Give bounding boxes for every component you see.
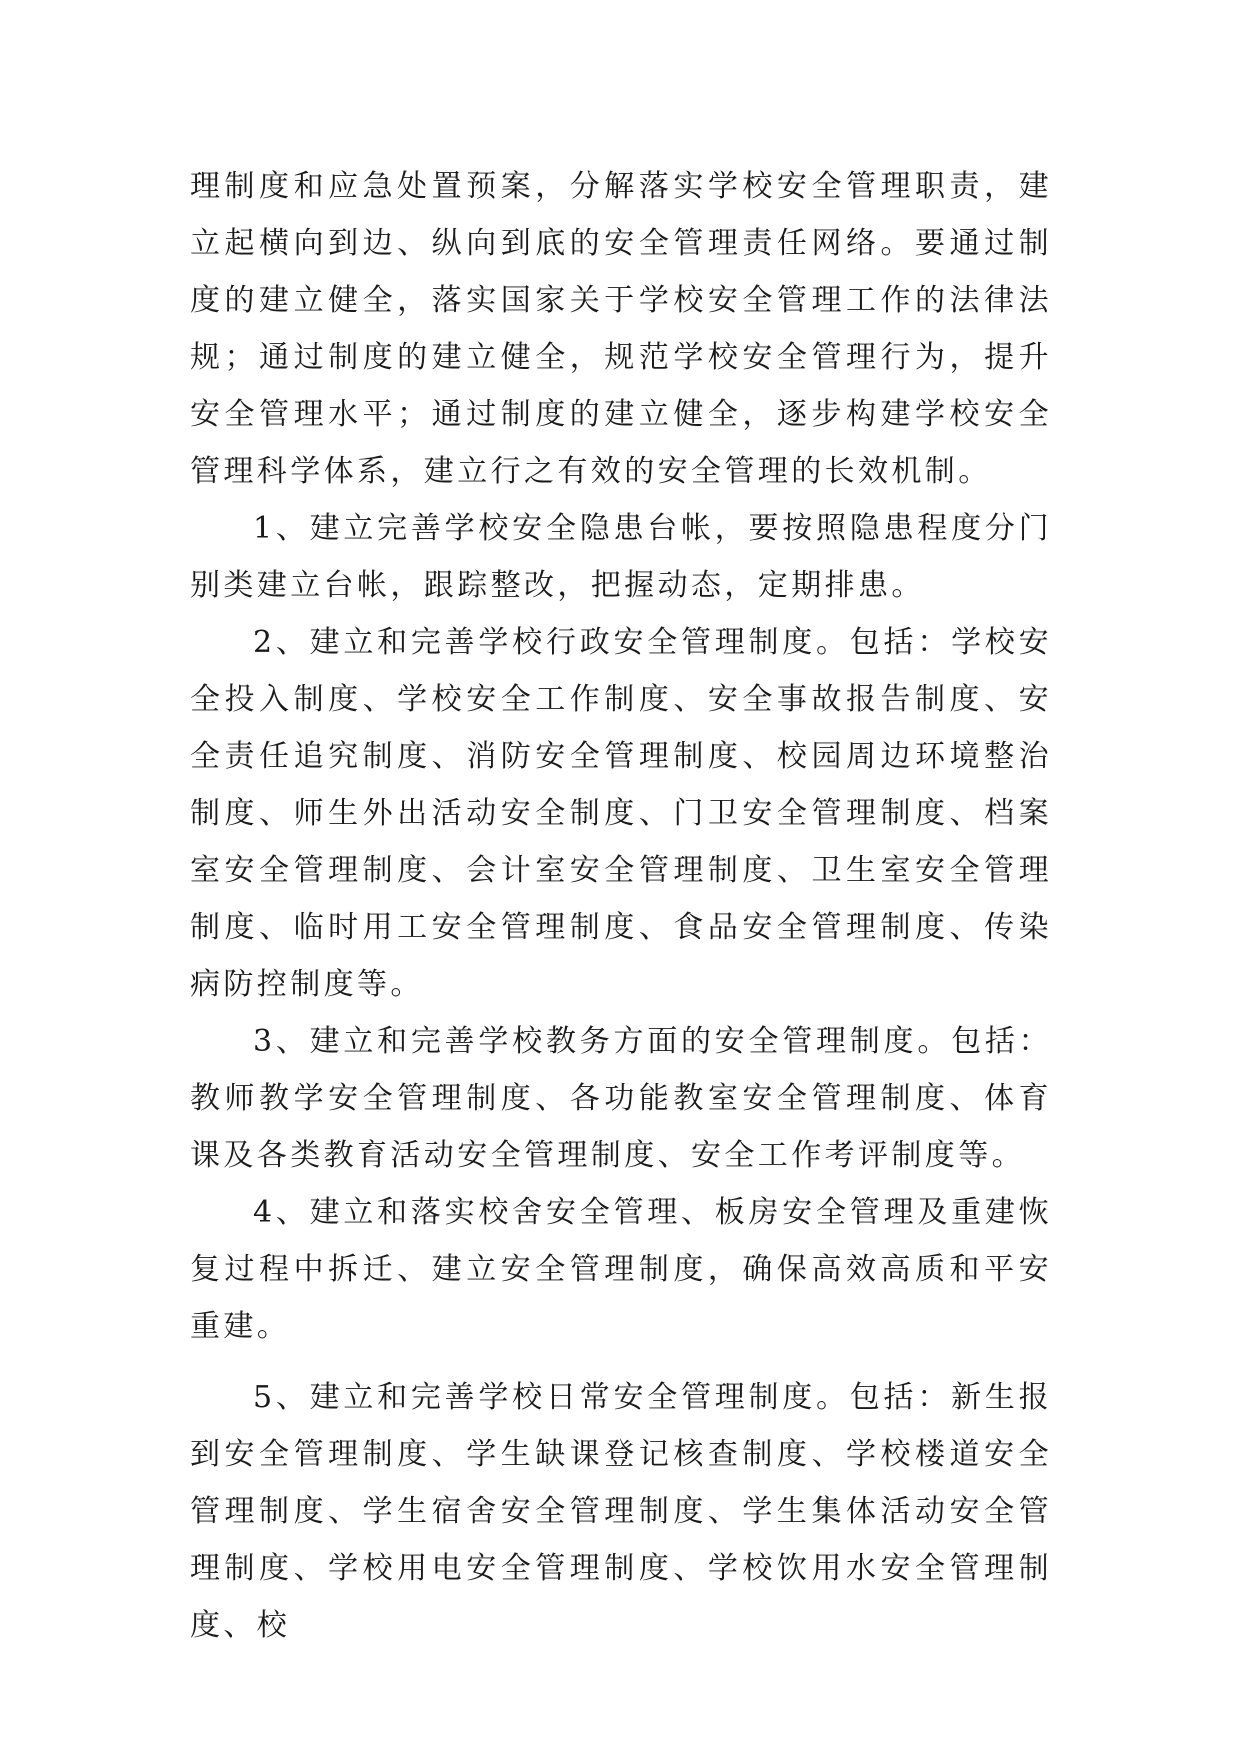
paragraph-item-2: 2、建立和完善学校行政安全管理制度。包括：学校安全投入制度、学校安全工作制度、安全事故报告制度、安全责任追究制度、消防安全管理制度、校园周边环境整治制度、师生外出活动安全制度、门卫安全管理制度、档案室安全管理制度、会计室安全管理制度、卫生室安全管理制度、临时用工安全管理制度、食品安全管理制度、传染病防控制度等。 <box>190 625 1052 1002</box>
document-body <box>190 158 1052 1654</box>
paragraph-item-4: 4、建立和落实校舍安全管理、板房安全管理及重建恢复过程中拆迁、建立安全管理制度，确保高效高质和平安重建。 <box>190 1195 1052 1344</box>
paragraph-item-3: 3、建立和完善学校教务方面的安全管理制度。包括：教师教学安全管理制度、各功能教室安全管理制度、体育课及各类教育活动安全管理制度、安全工作考评制度等。 <box>190 1024 1052 1173</box>
paragraph-continuation: 理制度和应急处置预案，分解落实学校安全管理职责，建立起横向到边、纵向到底的安全管理责任网络。要通过制度的建立健全，落实国家关于学校安全管理工作的法律法规；通过制度的建立健全，规范学校安全管理行为，提升安全管理水平；通过制度的建立健全，逐步构建学校安全管理科学体系，建立行之有效的安全管理的长效机制。 <box>190 169 1052 489</box>
paragraph-item-1: 1、建立完善学校安全隐患台帐，要按照隐患程度分门别类建立台帐，跟踪整改，把握动态，定期排患。 <box>190 511 1052 603</box>
paragraph-item-5: 5、建立和完善学校日常安全管理制度。包括：新生报到安全管理制度、学生缺课登记核查制度、学校楼道安全管理制度、学生宿舍安全管理制度、学生集体活动安全管理制度、学校用电安全管理制度、学校饮用水安全管理制度、校 <box>190 1380 1052 1643</box>
